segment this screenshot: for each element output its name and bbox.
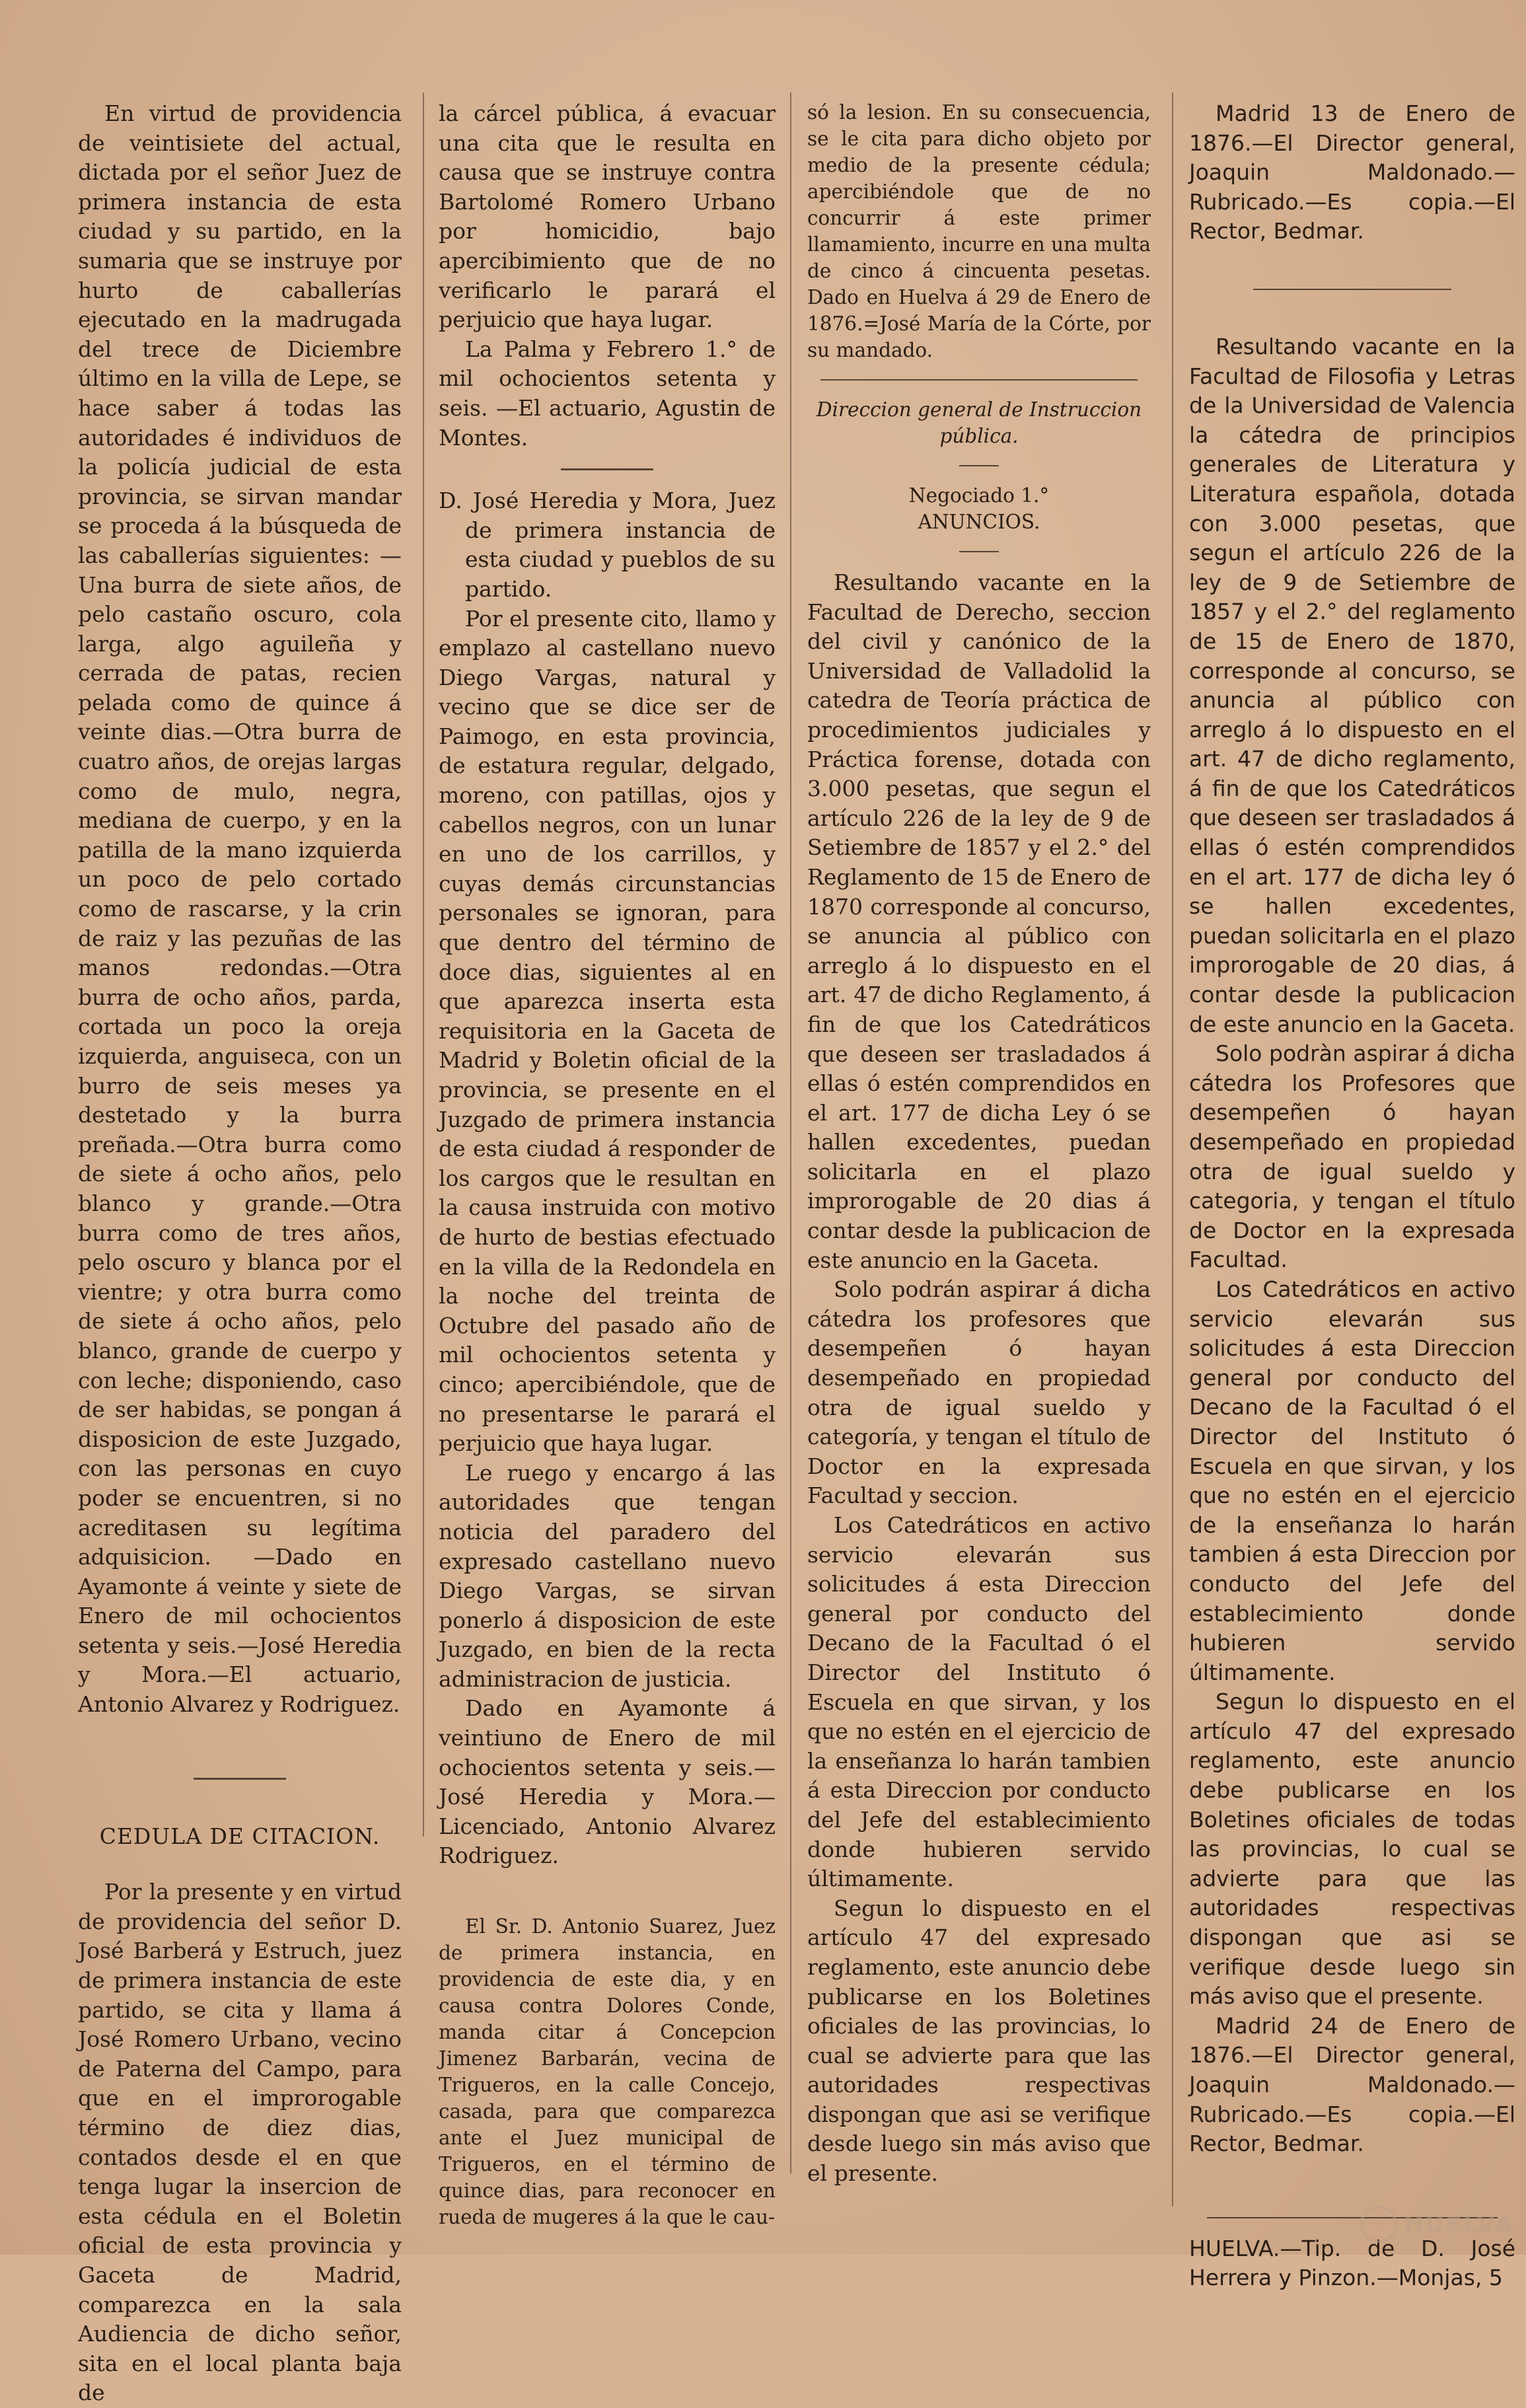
cedula-body: Por la presente y en virtud de providencia del señor D. José Barberá y Estruch, juez de primera instancia de este partido, se cita y llama á José Romero Urbano, vecino de Paterna del Campo, para que en el improrogable término de diez dias, contados desde el en que tenga lugar la insercion de esta cédula en el Boletin oficial de esta provincia y Gaceta de Madrid, comparezca en la sala Audiencia de dicho señor, sita en el local planta baja de xyxy=(78,1879,402,2406)
negociado-heading: Negociado 1.° xyxy=(908,484,1050,507)
printer-imprint: HUELVA.—Tip. de D. José Herrera y Pinzon.—Monjas, 5 xyxy=(1189,2235,1515,2291)
valencia-requirements: Solo podràn aspirar á dicha cátedra los Profesores que desempeñen ó hayan desempeñado en propiedad otra de igual sueldo y categoria, y tengan el título de Doctor en la expresada Facultad. xyxy=(1189,1040,1515,1273)
section-separator xyxy=(194,1778,286,1780)
valladolid-applications: Los Catedráticos en activo servicio elevarán sus solicitudes á esta Direccion general por conducto del Decano de la Facultad ó el Director del Instituto ó Escuela en que sirvan, y los que no estén en el ejercicio de la enseñanza lo harán tambien á esta Direccion por conducto del Jefe del establecimiento donde hubieren servido últimamente. xyxy=(807,1512,1151,1892)
section-separator xyxy=(561,468,653,470)
section-separator xyxy=(1253,289,1451,290)
valladolid-signature: Madrid 13 de Enero de 1876.—El Director general, Joaquin Maldonado.—Rubricado.—Es copia.—El Rector, Bedmar. xyxy=(1189,100,1515,244)
suarez-notice: El Sr. D. Antonio Suarez, Juez de primera instancia, en providencia de este dia, y en causa contra Dolores Conde, manda citar á Concepcion Jimenez Barbarán, vecina de Trigueros, en la calle Concejo, casada, para que comparezca ante el Juez municipal de Trigueros, en el término de quince dias, para reconocer en rueda de mugeres á la que le cau- xyxy=(439,1915,776,2229)
cedula-heading: CEDULA DE CITACION. xyxy=(99,1823,381,1849)
watermark-text: HUELVA xyxy=(1403,2210,1514,2238)
valencia-signature: Madrid 24 de Enero de 1876.—El Director general, Joaquin Maldonado.—Rubricado.—Es copia.—El Rector, Bedmar. xyxy=(1189,2012,1515,2157)
valladolid-requirements: Solo podrán aspirar á dicha cátedra los profesores que desempeñen ó hayan desempeñado en propiedad otra de igual sueldo y categoría, y tengan el título de Doctor en la expresada Facultad y seccion. xyxy=(807,1276,1151,1509)
anuncios-heading: ANUNCIOS. xyxy=(918,511,1040,533)
column-rule xyxy=(790,92,791,2173)
short-rule xyxy=(959,465,999,466)
library-watermark xyxy=(1360,2206,1514,2243)
column-rule xyxy=(1172,92,1173,2207)
seal-icon: ⚜ xyxy=(1360,2206,1397,2243)
column-4 xyxy=(1189,99,1515,2291)
column-3 xyxy=(807,99,1151,2215)
valencia-applications: Los Catedráticos en activo servicio elevarán sus solicitudes á esta Direccion general por conducto del Decano de la Facultad ó el Director del Instituto ó Escuela en que sirvan, y los que no estén en el ejercicio de la enseñanza lo harán tambien á esta Direccion por conducto del Jefe del establecimiento donde hubieren servido últimamente. xyxy=(1189,1276,1515,1685)
suarez-notice-continuation: só la lesion. En su consecuencia, se le cita para dicho objeto por medio de la presente cédula; apercibiéndole que de no concurrir á este primer llamamiento, incurre en una multa de cinco á cincuenta pesetas. Dado en Huelva á 29 de Enero de 1876.=José María de la Córte, por su mandado. xyxy=(807,101,1151,361)
valladolid-publication: Segun lo dispuesto en el artículo 47 del expresado reglamento, este anuncio debe publicarse en los Boletines oficiales de las provincias, lo cual se advierte para que las autoridades respectivas dispongan que asi se verifique desde luego sin más aviso que el presente. xyxy=(807,1895,1151,2187)
requisitoria-body: Por el presente cito, llamo y emplazo al castellano nuevo Diego Vargas, natural y vecino que se dice ser de Paimogo, en esta provincia, de estatura regular, delgado, moreno, con patillas, ojos y cabellos negros, con un lunar en uno de los carrillos, y cuyas demás circunstancias personales se ignoran, para que dentro del término de doce dias, siguientes al en que aparezca inserta esta requisitoria en la Gaceta de Madrid y Boletin oficial de la provincia, se presente en el Juzgado de primera instancia de esta ciudad á responder de los cargos que le resultan en la causa instruida con motivo de hurto de bestias efectuado en la villa de la Redondela en la noche del treinta de Octubre del pasado año de mil ochocientos setenta y cinco; apercibiéndole, que de no presentarse le parará el perjuicio que haya lugar. xyxy=(439,605,776,1457)
section-separator xyxy=(820,379,1138,381)
notice-lepe-theft: En virtud de providencia de veintisiete del actual, dictada por el señor Juez de primera instancia de esta ciudad y su partido, en la sumaria que se instruye por hurto de caballerías ejecutado en la madrugada del trece de Diciembre último en la villa de Lepe, se hace saber á todas las autoridades é individuos de la policía judicial de esta provincia, se sirvan mandar se proceda á la búsqueda de las caballerías siguientes: —Una burra de siete años, de pelo castaño oscuro, cola larga, algo aguileña y cerrada de patas, recien pelada como de quince á veinte dias.—Otra burra de cuatro años, de orejas largas como de mulo, negra, mediana de cuerpo, y en la patilla de la mano izquierda un poco de pelo cortado como de rascarse, y la crin de raiz y las pezuñas de las manos redondas.—Otra burra de ocho años, parda, cortada un poco la oreja izquierda, anguiseca, con un burro de seis meses ya destetado y la burra preñada.—Otra burra como de siete á ocho años, pelo blanco y grande.—Otra burra como de tres años, pelo oscuro y blanca por el vientre; y otra burra como de siete á ocho años, pelo blanco, grande de cuerpo y con leche; disponiendo, caso de ser habidas, se pongan á disposicion de este Juzgado, con las personas en cuyo poder se encuentren, si no acreditasen su legítima adquisicion. —Dado en Ayamonte á veinte y siete de Enero de mil ochocientos setenta y seis.—José Heredia y Mora.—El actuario, Antonio Alvarez y Rodriguez. xyxy=(78,100,402,1718)
requisitoria-header: D. José Heredia y Mora, Juez de primera instancia de esta ciudad y pueblos de su partido. xyxy=(439,488,776,602)
cedula-continuation: la cárcel pública, á evacuar una cita que le resulta en causa que se instruye contra Bartolomé Romero Urbano por homicidio, bajo apercibimiento que de no verificarlo le parará el perjuicio que haya lugar. xyxy=(439,100,776,333)
direccion-heading: Direccion general de Instruccion pública. xyxy=(816,398,1142,447)
cedula-signature: La Palma y Febrero 1.° de mil ochocientos setenta y seis. —El actuario, Agustin de Montes. xyxy=(439,336,776,451)
valencia-vacancy: Resultando vacante en la Facultad de Filosofia y Letras de la Universidad de Valencia la cátedra de principios generales de Literatura y Literatura española, dotada con 3.000 pesetas, que segun el artículo 226 de la ley de 9 de Setiembre de 1857 y el 2.° del reglamento de 15 de Enero de 1870, corresponde al concurso, se anuncia al público con arreglo á lo dispuesto en el art. 47 de dicho reglamento, á fin de que los Catedráticos que deseen ser trasladados á ellas ó estén comprendidos en el art. 177 de dicha ley ó se hallen excedentes, puedan solicitarla en el plazo improrogable de 20 dias, á contar desde la publicacion de este anuncio en la Gaceta. xyxy=(1189,333,1515,1037)
requisitoria-signature: Dado en Ayamonte á veintiuno de Enero de mil ochocientos setenta y seis.—José Heredia y Mora.—Licenciado, Antonio Alvarez Rodriguez. xyxy=(439,1695,776,1869)
requisitoria-request: Le ruego y encargo á las autoridades que tengan noticia del paradero del expresado castellano nuevo Diego Vargas, se sirvan ponerlo á disposicion de este Juzgado, en bien de la recta administracion de justicia. xyxy=(439,1459,776,1692)
valladolid-vacancy: Resultando vacante en la Facultad de Derecho, seccion del civil y canónico de la Universidad de Valladolid la catedra de Teoría práctica de procedimientos judiciales y Práctica forense, dotada con 3.000 pesetas, que segun el artículo 226 de la ley de 9 de Setiembre de 1857 y el 2.° del Reglamento de 15 de Enero de 1870 corresponde al concurso, se anuncia al público con arreglo á lo dispuesto en el art. 47 de dicho Reglamento, á fin de que los Catedráticos que deseen ser trasladados á ellas ó estén comprendidos en el art. 177 de dicha Ley ó se hallen excedentes, puedan solicitarla en el plazo improrogable de 20 dias á contar desde la publicacion de este anuncio en la Gaceta. xyxy=(807,569,1151,1273)
column-2 xyxy=(439,99,776,2229)
short-rule xyxy=(959,551,999,552)
column-1 xyxy=(78,99,402,2406)
column-rule xyxy=(423,92,424,1837)
valencia-publication: Segun lo dispuesto en el artículo 47 del expresado reglamento, este anuncio debe publicarse en los Boletines oficiales de todas las provincias, lo cual se advierte para que las autoridades respectivas dispongan que asi se verifique desde luego sin más aviso que el presente. xyxy=(1189,1689,1515,2010)
